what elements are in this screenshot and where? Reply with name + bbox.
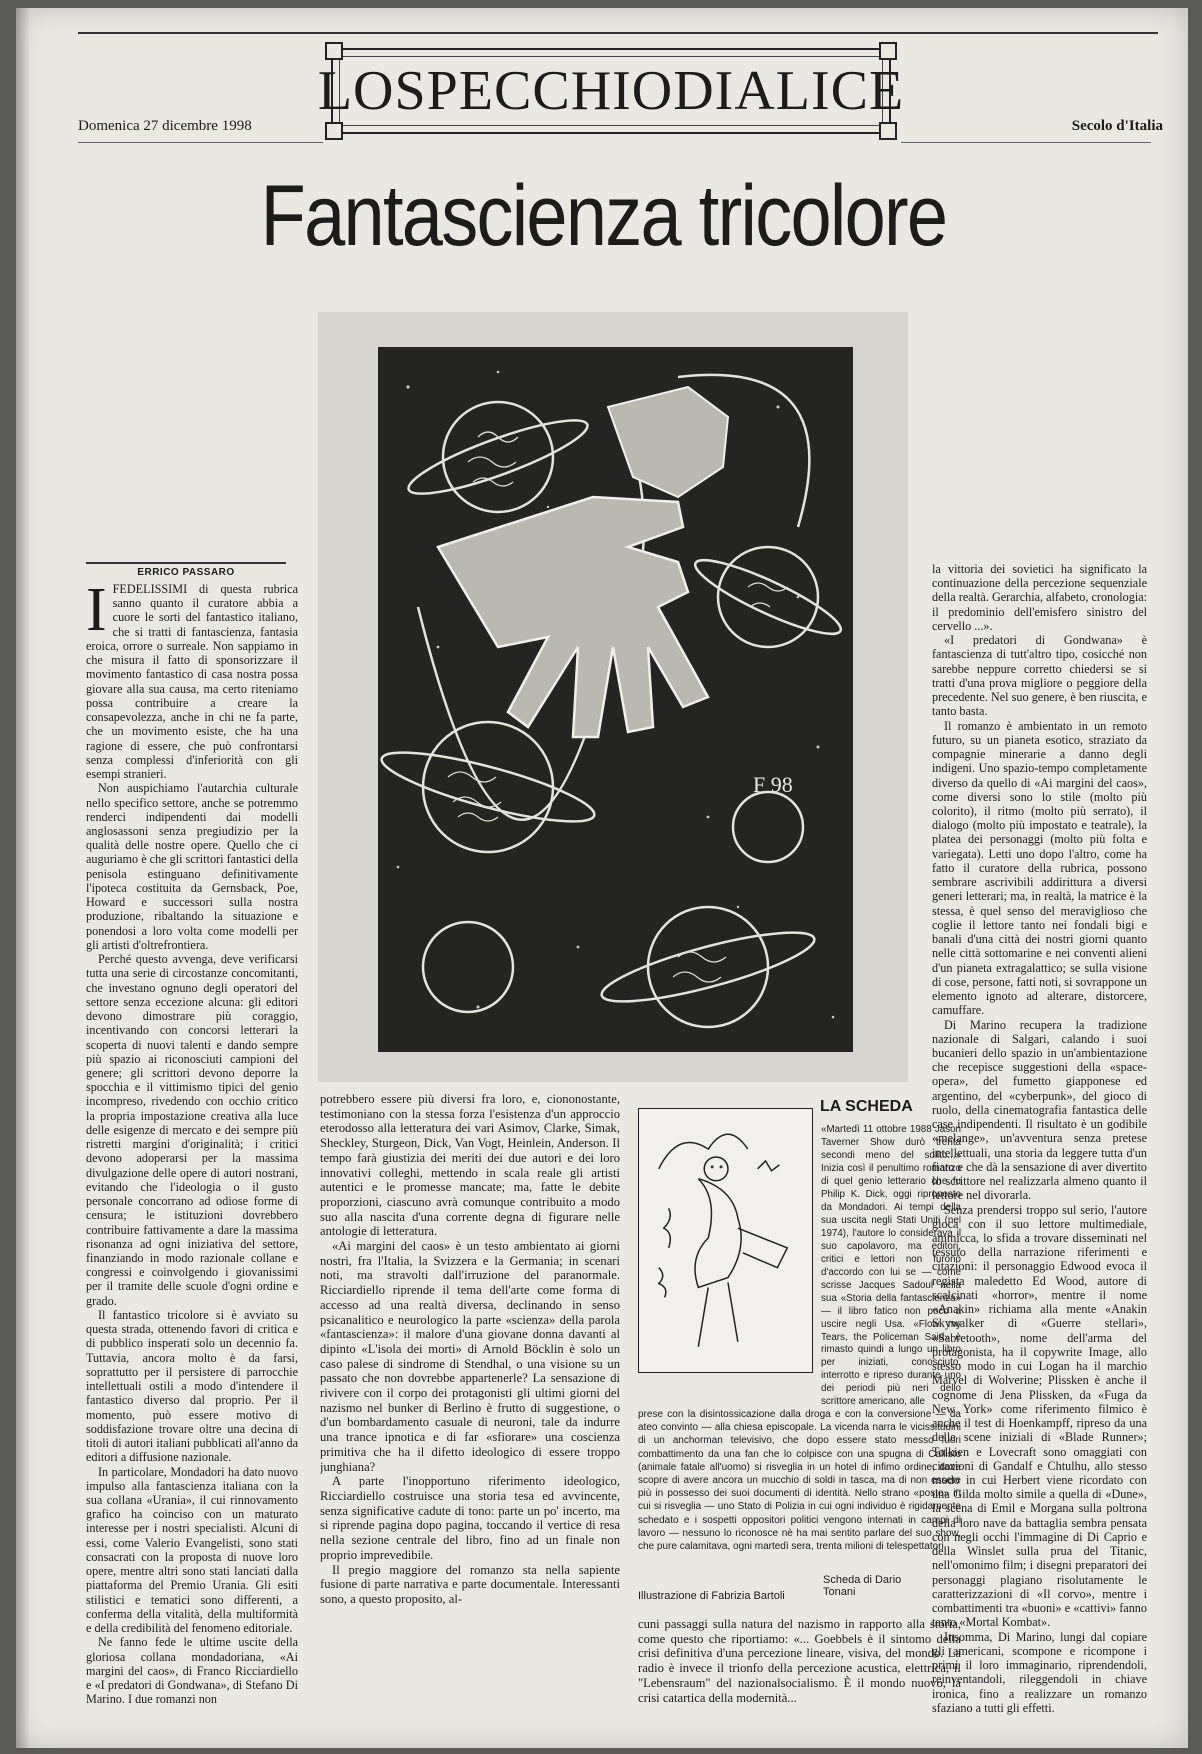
sidebar-drawing bbox=[639, 1109, 812, 1372]
paragraph: Il fantastico tricolore si è avviato su questa strada, ottenendo favori di critica e di pubblico insperati solo un decennio fa. Tuttavia, ancora molto è da farsi, soprattutto per il persistere di parrocchie intellettuali ostili a modo d'intendere il fantastico diverso dal proprio. Per il momento, può essere motivo di soddisfazione trovare oltre una decina di titoli di autori italiani pubblicati all'anno da editori a diffusione nazionale. bbox=[86, 1307, 298, 1465]
paragraph: Ne fanno fede le ultime uscite della gloriosa collana mondadoriana, «Ai margini del caos», di Franco Ricciardiello e «I predatori di Gondwana», di Stefano Di Marino. I due romanzi non bbox=[86, 1635, 298, 1707]
sidebar-text-bottom: prese con la disintossicazione dalla droga e con la conversione — da ateo convinto — alla chiesa episcopale. La vicenda narra le vicissitudini di un anchorman televisivo, che dopo essere stato messo fuori combattimento da una fan che lo colpisce con una spugna di Callisto (animale fatale all'uomo) si risveglia in un hotel di infimo ordine, dove scopre di avere ancora un mucchio di soldi in tasca, ma di non essere più in possesso dei suoi documenti di identità. Nello strano «posto» in cui si risveglia — uno Stato di Polizia in cui ogni individuo è rigidamente schedato e i sospetti oppositori politici vengono internati in campi di lavoro — nessuno lo riconosce nè ha mai sentito parlare del suo show, che pure calamitava, ogni martedì sera, trenta milioni di telespettatori. bbox=[638, 1409, 961, 1553]
drop-cap: I bbox=[86, 582, 107, 644]
paper-rule bbox=[901, 142, 1151, 143]
byline: ERRICO PASSARO bbox=[86, 562, 286, 578]
paragraph: Il romanzo è ambientato in un remoto futuro, su un pianeta esotico, straziato da compagnie minerarie a danno degli indigeni. Uno spazio-tempo completamente diverso da quello di «Ai margini del caos», come diversi sono lo stile (molto più colorito), il ritmo (molto più serrato), il dialogo (molto più impostato e teatrale), la platea dei personaggi (molto più folta e variegata). Letti uno dopo l'altro, come ha fatto il curatore della rubrica, possono sembrare ascrivibili addirittura a diversi generi letterari; ma, in realtà, la matrice è la stessa, è quel senso del meraviglioso che coglie il lettore tanto nei fondali bigi e banali d'una città dei nostri giorni quanto nelle città sottomarine e nei conventi alieni d'un pianeta extragalattico; se sulla visione di cose, persone, fatti noti, si sovrappone un elemento ignoto ad alterare, distorcere, camuffare. bbox=[932, 718, 1147, 1018]
sidebar-box bbox=[638, 1090, 961, 1610]
column-1 bbox=[86, 582, 298, 1722]
column-4 bbox=[932, 562, 1147, 1732]
paragraph: Insomma, Di Marino, lungi dal copiare gli americani, scompone e ricompone i primi il loro immaginario, riprendendoli, reinventandoli, rileggendoli in chiave ironica, fino a realizzare un romanzo sfaziano a tutti gli effetti. bbox=[932, 1629, 1147, 1715]
paragraph: Il pregio maggiore del romanzo sta nella sapiente fusione di parte narrativa e parte documentale. Interessanti sono, a questo proposito, al- bbox=[320, 1562, 620, 1606]
paragraph: Senza prendersi troppo sul serio, l'autore gioca con il suo lettore multimediale, ammicca, lo sfida a trovare disseminati nel tessuto della narrazione riferimenti e citazioni: il personaggio Edwood evoca il regista maledetto Ed Wood, autore di scalcinati «horror», mentre il nome «Anakin» richiama alla mente «Anakin Skywalker di «Guerre stellari», «Sabretooth», nome dell'arma del protagonista, ha il copywrite Image, allo stesso modo in cui Logan ha il marchio Marvel di Wolverine; Plissken è anche il cognome di Jena Plissken, da «Fuga da New York» come riferimento filmico è anche il test di Hoenkampff, ripreso da una delle scene iniziali di «Blade Runner»; Tolkien e Lovecraft sono omaggiati con citazioni di Gandalf e Chtulhu, allo stesso modo in cui Herbert viene ricordato con una Gilda molto simile a quella di «Dune», la scena di Emil e Morgana sulla poltrona della loro nave da battaglia sembra pensata con negli occhi l'immagine di Di Caprio e della Winslet sulla prua del Titanic, nell'omonimo film; i disegni preparatori dei personaggi plagiano risolutamente le caratterizzazioni di «Il corvo», mentre i combattimenti tra «buoni» e «cattivi» fanno tanto «Mortal Kombat». bbox=[932, 1202, 1147, 1630]
newspaper-page bbox=[16, 8, 1188, 1748]
paragraph: Di Marino recupera la tradizione nazionale di Salgari, calando i suoi bucanieri dello spazio in un'ambientazione che recepisce suggestioni della «space-opera», del fumetto giapponese ed argentino, del «cyberpunk», del gioco di ruolo, della cinematografia fantastica delle case indipendenti. Il risultato è un godibile «melange», un'avventura senza pretese intellettuali, una storia da leggere tutta d'un fiato e che dà la sensazione di aver divertito lo scrittore nel realizzarla almeno quanto il lettore nel divorarla. bbox=[932, 1017, 1147, 1203]
sidebar-text-top: «Martedì 11 ottobre 1988 Jason Taverner Show durò trenta secondi meno del solito...» Inizia così il penultimo romanzo di quel genio letterario che fu Philip K. Dick, oggi riproposto da Mondadori. Ai tempi della sua uscita negli Stati Uniti (nel 1974), l'autore lo considerava il suo capolavoro, ma editori, critici e lettori non furono d'accordo con lui se — come scrisse Jacques Sadoul nella sua «Storia della fantascienza» — il libro fatico non poco a uscire negli Usa. «Flow my Tears, the Policeman Said» è rimasto quindi a lungo un libro per iniziati, conosciuto, interrotto e ripreso durante uno dei periodi più neri dello scrittore americano, alle bbox=[821, 1124, 961, 1408]
sidebar-title: LA SCHEDA bbox=[820, 1098, 913, 1115]
paragraph: FEDELISSIMI di questa rubrica sanno quanto il curatore abbia a cuore le sorti del fantastico italiano, che si tratti di fantascienza, fantasia eroica, orrore o surreale. Non sappiamo in che misura il fatto di sponsorizzare il movimento fantastico di casa nostra possa giovare alla sua causa, ma certo riteniamo possa contribuire a creare la consapevolezza, anche in chi ne fa parte, che un movimento esiste, che ha una ragione di essere, che può confrontarsi senza complessi d'inferiorità con gli esempi stranieri. bbox=[86, 582, 298, 782]
hand-and-planets-drawing bbox=[378, 347, 853, 1052]
page-edge-shadow bbox=[16, 8, 30, 1748]
sidebar-credit: Scheda di Dario Tonani bbox=[823, 1574, 902, 1598]
headline: Fantascienza tricolore bbox=[260, 168, 947, 264]
newspaper-name: Secolo d'Italia bbox=[1071, 118, 1163, 134]
masthead-corner bbox=[325, 42, 343, 60]
paragraph: Non auspichiamo l'autarchia culturale nello specifico settore, anche se potremmo renderci indipendenti dai modelli anglosassoni senza pregiudizio per la qualità delle nostre opere. Quello che ci auguriamo è che gli scrittori fantastici della penisola estinguano definitivamente l'ipoteca costituita da Gernsback, Poe, Howard e successori sulla nostra produzione, ribaltando la situazione e ponendosi a loro volta come modelli per gli artisti d'oltrefrontiera. bbox=[86, 781, 298, 952]
masthead-corner bbox=[879, 122, 897, 140]
issue-date: Domenica 27 dicembre 1998 bbox=[78, 118, 252, 134]
paragraph: la vittoria dei sovietici ha significato la continuazione della percezione sequenziale della realtà. Gerarchia, alfabeto, cronologia: il predominio dell'emisfero sinistro del cervello ...». bbox=[932, 562, 1147, 633]
sidebar-illustration bbox=[638, 1108, 813, 1373]
date-rule bbox=[78, 142, 323, 143]
column-title: LOSPECCHIODIALICE bbox=[317, 60, 905, 122]
column-3 bbox=[638, 1617, 961, 1727]
masthead-corner bbox=[879, 42, 897, 60]
paragraph: A parte l'inopportuno riferimento ideologico, Ricciardiello costruisce una storia tesa ed avvincente, senza significative cadute di tono: parte un po' incerto, ma si riprende pagina dopo pagina, toccando il vertice di resa nella sezione centrale del libro, fino ad un finale non proprio imprevedibile. bbox=[320, 1474, 620, 1562]
paragraph: «I predatori di Gondwana» è fantascienza di tutt'altro tipo, cosicché non sarebbe neppure corretto chiedersi se si tratti d'una prova migliore o peggiore della precedente. Nel suo genere, è ben riuscita, e tanto basta. bbox=[932, 633, 1147, 719]
artist-signature: F 98 bbox=[753, 772, 793, 797]
masthead-corner bbox=[325, 122, 343, 140]
page-content bbox=[56, 22, 1163, 1737]
illustration-credit: Illustrazione di Fabrizia Bartoli bbox=[638, 1590, 785, 1602]
column-2 bbox=[320, 1092, 620, 1732]
masthead-box bbox=[317, 48, 905, 134]
paragraph: «Ai margini del caos» è un testo ambientato ai giorni nostri, fra l'Italia, la Svizzera e la Germania; in scenari noti, ma stravolti dall'irruzione del paranormale. Ricciardiello riprende il tema dell'arte come forma di accesso ad una realtà diversa, declinando in senso psicanalitico e neurologico la parte «scienza» della parola «fantascienza»: il malore d'una giovane donna davanti al dipinto «L'isola dei morti» di Arnold Böcklin è solo un caso palese di sindrome di Stendhal, o una visione su un passato che non dovrebbe appartenerle? La sensazione di rivivere con il corpo dei protagonisti gli ultimi giorni del nazismo nel bunker di Berlino è frutto di suggestione, o d'un bombardamento casuale di neuroni, tale da indurre una trance ipnotica e di far «sfiorare» una coscienza primitiva che ha il difetto ideologico di essere troppo junghiana? bbox=[320, 1239, 620, 1474]
paragraph: In particolare, Mondadori ha dato nuovo impulso alla fantascienza italiana con la sua collana «Urania», il cui rinnovamento grafico ha coinciso con un maturato interesse per i nostri specialisti. Alcuni di essi, come Valerio Evangelisti, sono stati consacrati con la proposta di nuove loro opere, mentre altri sono stati lanciati dalla piattaforma del Premio Urania. Gli esiti stilistici e tematici sono differenti, a conferma della vitalità, della multiformità e della credibilità del fenomeno editoriale. bbox=[86, 1464, 298, 1636]
paragraph: Perché questo avvenga, deve verificarsi tutta una serie di circostanze concomitanti, che investano ognuno degli operatori del settore senza eccezione alcuna: gli editori devono dimostrare più coraggio, incentivando con concorsi letterari la scoperta di nuovi talenti e dando sempre più spazio ai riconosciuti campioni del genere; gli scrittori devono deporre la spocchia e il vittimismo tipici del genio incompreso, rivedendo con occhio critico la propria impostazione creativa alla luce delle esigenze di mercato e dei sempre più ristretti margini d'originalità; i critici devono adoperarsi per la massima divulgazione delle opere di autori nostrani, evitando che l'ideologia o il gusto personale concorrano ad odiose forme di censura; le istituzioni dovrebbero contribuire fattivamente a dare la massima risonanza ad ogni iniziativa del settore, finanziando in modo razionale collane e congressi e coinvolgendo i giovanissimi per il tramite delle scuole d'ogni ordine e grado. bbox=[86, 952, 298, 1308]
illustration bbox=[378, 347, 853, 1052]
paragraph: cuni passaggi sulla natura del nazismo in rapporto alla storia, come questo che riportiamo: «... Goebbels è il sintomo della crisi definitiva d'una percezione lineare, visiva, del mondo. La radio è invece il trionfo della percezione acustica, elettrica, il "Lebensraum" del nazionalsocialismo. È il mondo nuovo, la crisi catartica della modernità... bbox=[638, 1617, 961, 1705]
paragraph: potrebbero essere più diversi fra loro, e, ciononostante, testimoniano con la stessa forza l'esistenza d'un approccio eterodosso alla letteratura dei vari Asimov, Clarke, Simak, Sheckley, Sturgeon, Dick, Van Vogt, Heinlein, Anderson. Il tempo farà giustizia dei meriti dei due autori e dei loro innovativi colleghi, mettendo in scala reale gli artisti autentici e le promesse mancate; ma, fatte le debite proporzioni, ciascuno avrà comunque contribuito a modo suo alla nascita d'una corrente degna di figurare nelle antologie di letteratura. bbox=[320, 1092, 620, 1239]
top-rule bbox=[78, 32, 1158, 34]
